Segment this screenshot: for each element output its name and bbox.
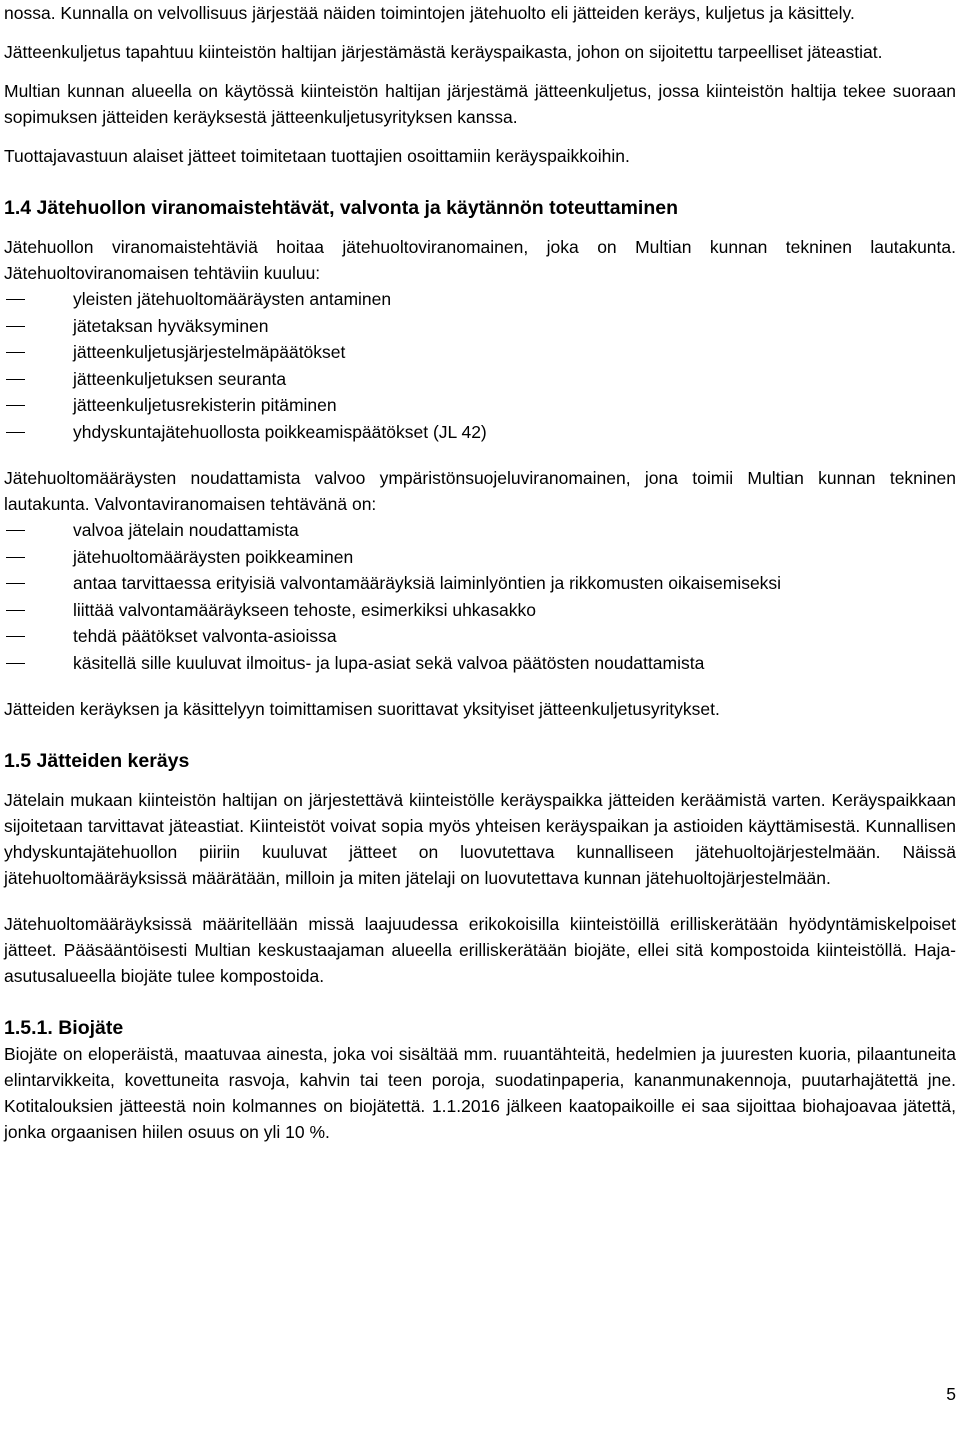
list-item: jätteenkuljetusjärjestelmäpäätökset <box>4 339 956 366</box>
paragraph-tuottajavastuu: Tuottajavastuun alaiset jätteet toimitetaan tuottajien osoittamiin keräyspaikkoihin. <box>4 146 630 166</box>
authority-tasks-list <box>4 286 956 445</box>
list-item: jätehuoltomääräysten poikkeaminen <box>4 544 956 571</box>
paragraph-keraysyritykset: Jätteiden keräyksen ja käsittelyyn toimittamisen suorittavat yksityiset jätteenkuljetusyritykset. <box>4 699 720 719</box>
paragraph-jatteenkuljetus: Jätteenkuljetus tapahtuu kiinteistön haltijan järjestämästä keräyspaikasta, johon on sijoitettu tarpeelliset jäteastiat. <box>4 42 883 62</box>
dash-bullet-icon <box>6 663 25 664</box>
paragraph-keraispaikka: Jätelain mukaan kiinteistön haltijan on järjestettävä kiinteistölle keräyspaikka jätteiden keräämistä varten. Keräyspaikkaan sijoitetaan tarvittavat jäteastiat. Kiinteistöt voivat sopia myös yhteisen keräyspaikan ja astioiden käyttämisestä. Kunnallisen yhdyskuntajätehuollon piiriin kuuluvat jätteet on luovutettava kunnalliseen jätehuoltojärjestelmään. Näissä jätehuoltomääräyksissä määrätään, milloin ja miten jätelaji on luovutettava kunnan jätehuoltojärjestelmään. <box>4 790 956 888</box>
list-item: yleisten jätehuoltomääräysten antaminen <box>4 286 956 313</box>
paragraph-multian-jatteenkuljetus: Multian kunnan alueella on käytössä kiinteistön haltijan järjestämä jätteenkuljetus, jossa kiinteistön haltija tekee suoraan sopimuksen jätteiden keräyksestä jätteenkuljetusyrityksen kanssa. <box>4 81 956 127</box>
page-number: 5 <box>946 1384 956 1404</box>
paragraph-viranomaistehtavat: Jätehuollon viranomaistehtäviä hoitaa jätehuoltoviranomainen, joka on Multian kunnan tekninen lautakunta. Jätehuoltoviranomaisen tehtäviin kuuluu: <box>4 237 956 283</box>
list-item: jätteenkuljetusrekisterin pitäminen <box>4 392 956 419</box>
paragraph-biojate: Biojäte on eloperäistä, maatuvaa ainesta, joka voi sisältää mm. ruuantähteitä, hedelmien ja juuresten kuoria, pilaantuneita elintarvikkeita, kovettuneita rasvoja, kahvin tai teen poroja, suodatinpaperia, kananmunakennoja, puutarhajätettä jne. Kotitalouksien jätteestä noin kolmannes on biojätettä. 1.1.2016 jälkeen kaatopaikoille ei saa sijoittaa biohajoavaa jätettä, jonka orgaanisen hiilen osuus on yli 10 %. <box>4 1044 956 1142</box>
dash-bullet-icon <box>6 352 25 353</box>
list-item: valvoa jätelain noudattamista <box>4 517 956 544</box>
list-item: tehdä päätökset valvonta-asioissa <box>4 623 956 650</box>
supervision-tasks-list <box>4 517 956 676</box>
dash-bullet-icon <box>6 636 25 637</box>
dash-bullet-icon <box>6 299 25 300</box>
dash-bullet-icon <box>6 432 25 433</box>
list-item: käsitellä sille kuuluvat ilmoitus- ja lupa-asiat sekä valvoa päätösten noudattamista <box>4 650 956 677</box>
paragraph-kunnan-velvollisuus: nossa. Kunnalla on velvollisuus järjestää näiden toimintojen jätehuolto eli jätteiden keräys, kuljetus ja käsittely. <box>4 3 855 23</box>
dash-bullet-icon <box>6 530 25 531</box>
list-item: antaa tarvittaessa erityisiä valvontamääräyksiä laiminlyöntien ja rikkomusten oikaisemiseksi <box>4 570 956 597</box>
dash-bullet-icon <box>6 557 25 558</box>
section-heading-1-4: 1.4 Jätehuollon viranomaistehtävät, valvonta ja käytännön toteuttaminen <box>4 197 678 219</box>
dash-bullet-icon <box>6 326 25 327</box>
paragraph-valvonta: Jätehuoltomääräysten noudattamista valvoo ympäristönsuojeluviranomainen, jona toimii Multian kunnan tekninen lautakunta. Valvontaviranomaisen tehtävänä on: <box>4 468 956 514</box>
dash-bullet-icon <box>6 379 25 380</box>
dash-bullet-icon <box>6 583 25 584</box>
document-page <box>4 0 956 1145</box>
list-item: liittää valvontamääräykseen tehoste, esimerkiksi uhkasakko <box>4 597 956 624</box>
list-item: jätteenkuljetuksen seuranta <box>4 366 956 393</box>
section-heading-1-5: 1.5 Jätteiden keräys <box>4 750 190 772</box>
list-item: yhdyskuntajätehuollosta poikkeamispäätökset (JL 42) <box>4 419 956 446</box>
dash-bullet-icon <box>6 610 25 611</box>
dash-bullet-icon <box>6 405 25 406</box>
section-heading-1-5-1: 1.5.1. Biojäte <box>4 1017 124 1039</box>
paragraph-erilliskerays: Jätehuoltomääräyksissä määritellään missä laajuudessa erikokoisilla kiinteistöillä erilliskerätään hyödyntämiskelpoiset jätteet. Pääsääntöisesti Multian keskustaajaman alueella erilliskerätään biojäte, ellei sitä kompostoida kiinteistöllä. Haja-asutusalueella biojäte tulee kompostoida. <box>4 914 956 986</box>
list-item: jätetaksan hyväksyminen <box>4 313 956 340</box>
